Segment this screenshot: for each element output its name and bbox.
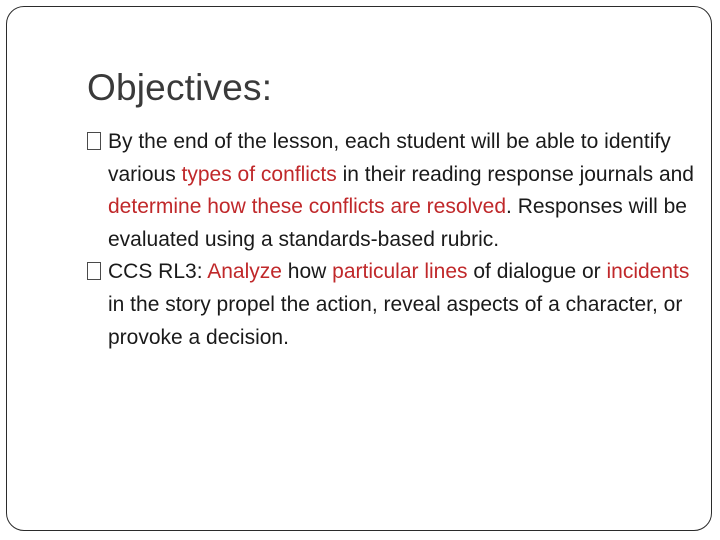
bullet-box-icon [87, 262, 101, 280]
bullet-1-highlight-determine-how: determine how these conflicts are resolved [108, 195, 507, 219]
bullet-1-seg-3: in their reading response journals and [336, 162, 694, 186]
bullet-2-seg-7: in the story propel the action, reveal aspects of a character, or provoke a decision. [108, 292, 683, 349]
bullet-2-seg-1: CCS RL3: [108, 260, 208, 284]
slide-frame [6, 6, 712, 531]
bullet-2-highlight-analyze: Analyze [207, 260, 282, 284]
bullet-2-highlight-incidents: incidents [606, 260, 690, 284]
bullet-2-seg-3: how [281, 260, 333, 284]
slide-title: Objectives: [87, 67, 273, 108]
bullet-box-icon [87, 132, 101, 150]
objective-bullet-1 [87, 126, 697, 256]
objective-bullet-2 [87, 256, 697, 354]
objectives-list [87, 126, 697, 354]
bullet-2-seg-5: of dialogue or [467, 260, 607, 284]
bullet-1-seg-1: By the end of the lesson, each student will be able to identify various [108, 130, 671, 186]
bullet-1-highlight-types-of-conflicts: types of conflicts [181, 162, 337, 186]
bullet-2-highlight-particular-lines: particular lines [332, 260, 468, 284]
bullet-1-seg-5: . Responses will be evaluated using a standards-based rubric. [108, 195, 687, 251]
